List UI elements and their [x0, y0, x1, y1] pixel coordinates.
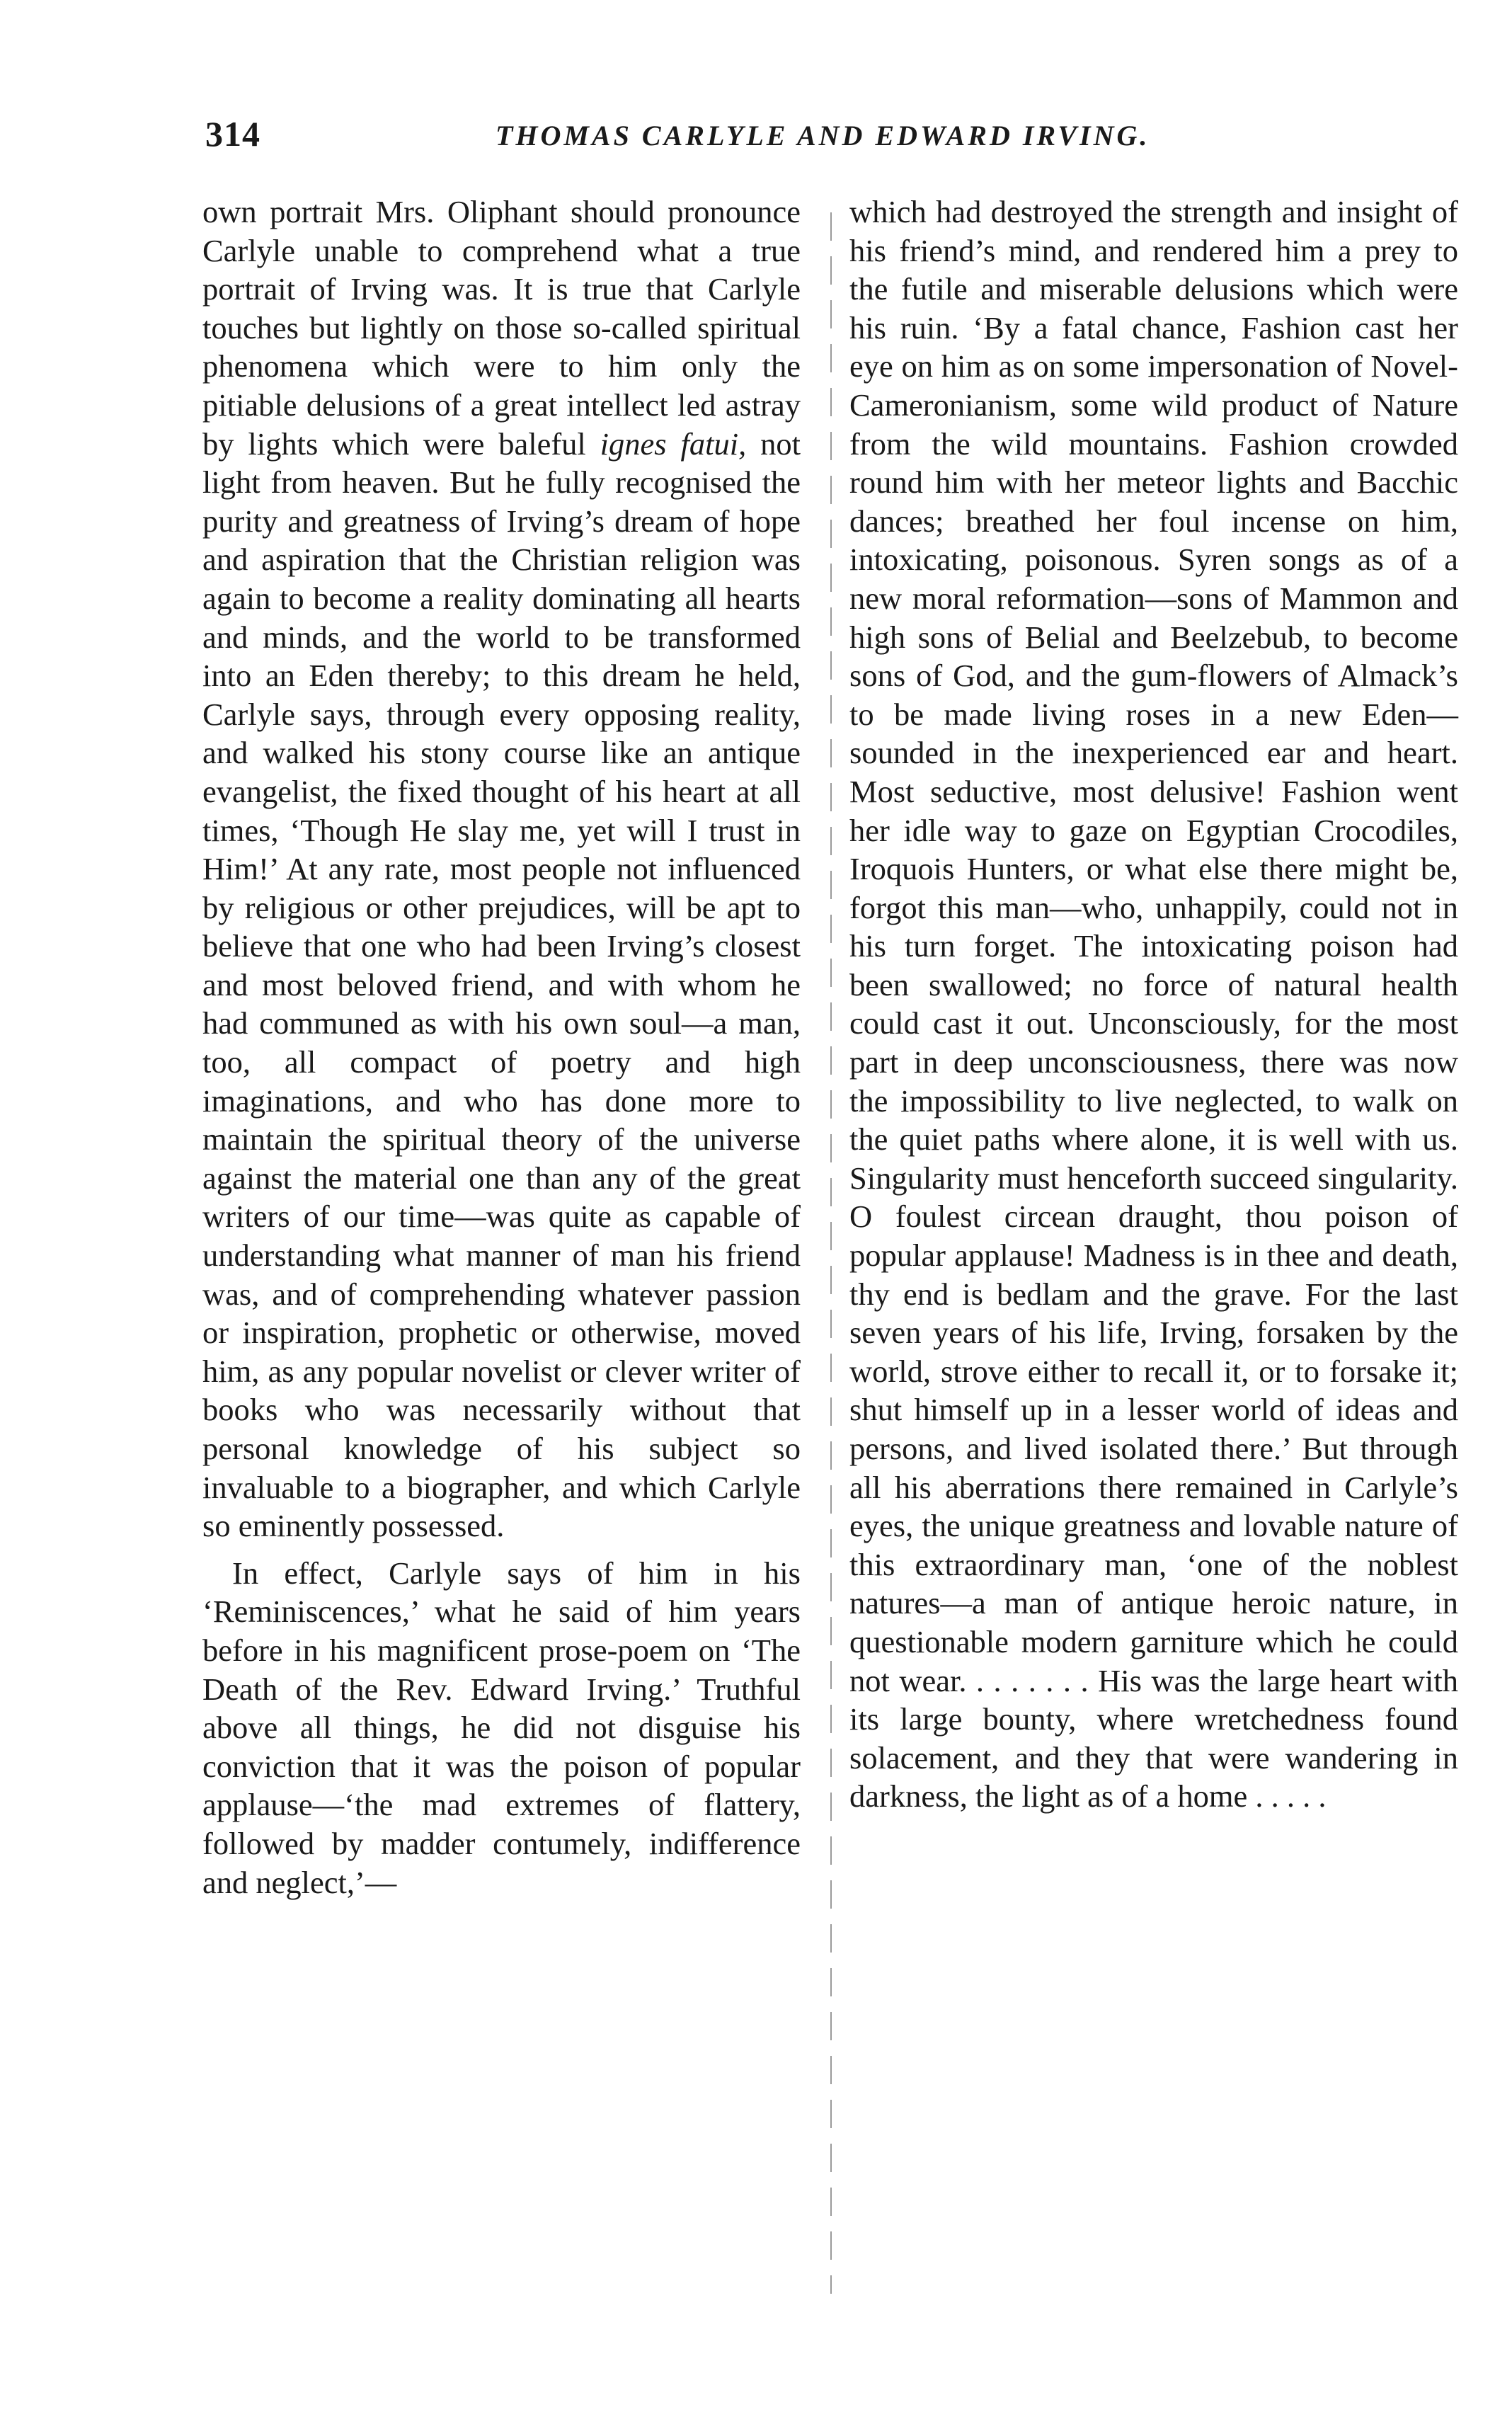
- running-title: THOMAS CARLYLE AND EDWARD IRVING.: [496, 120, 1150, 152]
- running-head: [205, 113, 1479, 163]
- italic-phrase: ignes fatui,: [600, 425, 747, 462]
- page-number: 314: [205, 114, 260, 154]
- right-paragraph: which had destroyed the strength and insight of his friend’s mind, and rendered him a prey to the futile and miserable delusions which were his ruin. ‘By a fatal chance, Fashion cast her eye on him as on some impersonation of Novel-Cameronianism, some wild product of Nature from the wild mountains. Fashion crowded round him with her meteor lights and Bacchic dances; breathed her foul incense on him, intoxicating, poisonous. Syren songs as of a new moral reformation—sons of Mammon and high sons of Belial and Beelzebub, to become sons of God, and the gum-flowers of Almack’s to be made living roses in a new Eden—sounded in the inexperienced ear and heart. Most seductive, most delusive! Fashion went her idle way to gaze on Egyptian Crocodiles, Iroquois Hunters, or what else there might be, forgot this man—who, unhappily, could not in his turn forget. The intoxicating poison had been swallowed; no force of natural health could cast it out. Unconsciously, for the most part in deep unconsciousness, there was now the impossibility to live neglected, to walk on the quiet paths where alone, it is well with us. Singularity must henceforth succeed singularity. O foulest circean draught, thou poison of popular applause! Madness is in thee and death, thy end is bedlam and the grave. For the last seven years of his life, Irving, forsaken by the world, strove either to recall it, or to forsake it; shut himself up in a lesser world of ideas and persons, and lived isolated there.’ But through all his aberrations there remained in Carlyle’s eyes, the unique greatness and lovable nature of this extraordinary man, ‘one of the noblest natures—a man of antique heroic nature, in questionable modern garniture which he could not wear. . . . . . . . His was the large heart with its large bounty, where wretchedness found solacement, and they that were wandering in darkness, the light as of a home . . . . .: [849, 194, 1458, 1814]
- right-column: [849, 193, 1458, 1816]
- left-column: [202, 193, 801, 1902]
- left-paragraph-1-text-a: own portrait Mrs. Oliphant should pronounce Carlyle unable to comprehend what a true portrait of Irving was. It is true that Carlyle touches but lightly on those so-called spiritual phenomena which were to him only the pitiable delusions of a great intellect led astray by lights which were baleful: [202, 194, 801, 462]
- left-paragraph-1: [202, 193, 801, 1545]
- column-divider: [830, 212, 832, 2294]
- left-paragraph-1-text-b: not light from heaven. But he fully recognised the purity and greatness of Irving’s dream of hope and aspiration that the Christian religion was again to become a reality dominating all hearts and minds, and the world to be transformed into an Eden thereby; to this dream he held, Carlyle says, through every opposing reality, and walked his stony course like an antique evangelist, the fixed thought of his heart at all times, ‘Though He slay me, yet will I trust in Him!’ At any rate, most people not influenced by religious or other prejudices, will be apt to believe that one who had been Irving’s closest and most beloved friend, and with whom he had communed as with his own soul—a man, too, all compact of poetry and high imaginations, and who has done more to maintain the spiritual theory of the universe against the material one than any of the great writers of our time—was quite as capable of understanding what manner of man his friend was, and of comprehending whatever passion or inspiration, prophetic or otherwise, moved him, as any popular novelist or clever writer of books who was necessarily without that personal knowledge of his subject so invaluable to a biographer, and which Carlyle so eminently possessed.: [202, 425, 801, 1544]
- left-paragraph-2: In effect, Carlyle says of him in his ‘Reminiscences,’ what he said of him years before in his magnificent prose-poem on ‘The Death of the Rev. Edward Irving.’ Truthful above all things, he did not disguise his conviction that it was the poison of popular applause—‘the mad extremes of flattery, followed by madder contumely, indifference and neglect,’—: [202, 1555, 801, 1900]
